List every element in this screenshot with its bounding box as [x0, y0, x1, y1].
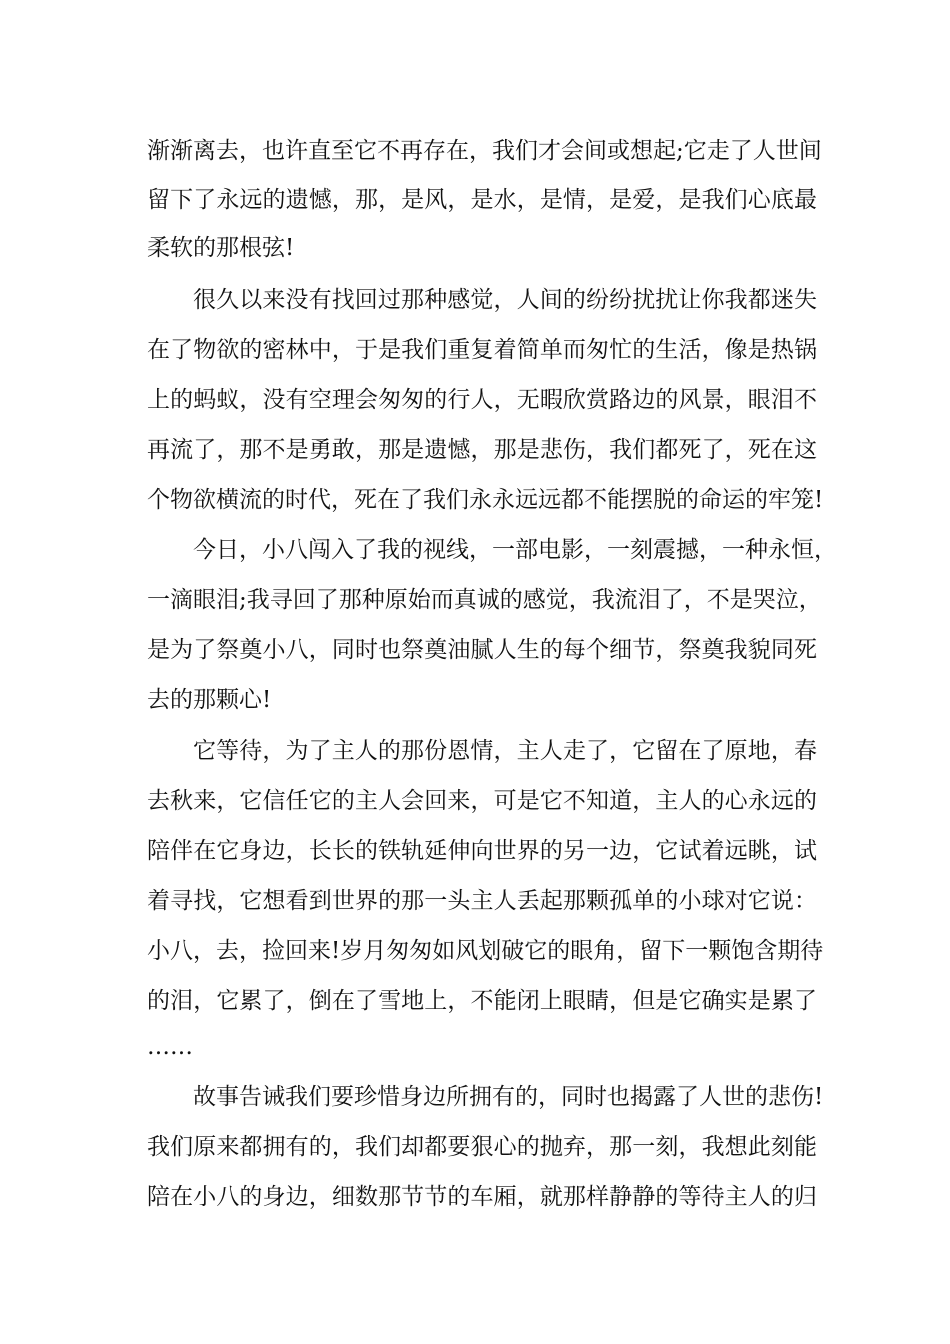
text-line: 的泪，它累了，倒在了雪地上，不能闭上眼睛，但是它确实是累了 [147, 988, 817, 1014]
text-line: 个物欲横流的时代，死在了我们永永远远都不能摆脱的命运的牢笼! [147, 487, 824, 513]
text-line: 故事告诫我们要珍惜身边所拥有的，同时也揭露了人世的悲伤! [193, 1084, 824, 1110]
text-line: 去秋来，它信任它的主人会回来，可是它不知道，主人的心永远的 [147, 788, 817, 814]
text-line: 柔软的那根弦! [147, 235, 295, 261]
text-line: 留下了永远的遗憾，那，是风，是水，是情，是爱，是我们心底最 [147, 187, 817, 213]
text-line: 在了物欲的密林中，于是我们重复着简单而匆忙的生活，像是热锅 [147, 337, 817, 363]
text-line: 很久以来没有找回过那种感觉，人间的纷纷扰扰让你我都迷失 [193, 287, 817, 313]
text-line: 今日，小八闯入了我的视线，一部电影，一刻震撼，一种永恒， [193, 537, 837, 563]
text-line: 我们原来都拥有的，我们却都要狠心的抛弃，那一刻，我想此刻能 [147, 1134, 817, 1160]
text-line: 陪在小八的身边，细数那节节的车厢，就那样静静的等待主人的归 [147, 1184, 817, 1210]
text-line: …… [147, 1034, 193, 1060]
text-line: 陪伴在它身边，长长的铁轨延伸向世界的另一边，它试着远眺，试 [147, 838, 817, 864]
text-line: 上的蚂蚁，没有空理会匆匆的行人，无暇欣赏路边的风景，眼泪不 [147, 387, 817, 413]
text-line: 是为了祭奠小八，同时也祭奠油腻人生的每个细节，祭奠我貌同死 [147, 637, 817, 663]
text-line: 一滴眼泪;我寻回了那种原始而真诚的感觉，我流泪了，不是哭泣， [147, 587, 822, 613]
text-line: 它等待，为了主人的那份恩情，主人走了，它留在了原地，春 [193, 738, 817, 764]
text-line: 渐渐离去，也许直至它不再存在，我们才会间或想起;它走了人世间 [147, 138, 822, 164]
text-line: 着寻找，它想看到世界的那一头主人丢起那颗孤单的小球对它说： [147, 888, 817, 914]
text-line: 去的那颗心! [147, 687, 272, 713]
text-line: 小八，去，捡回来!岁月匆匆如风划破它的眼角，留下一颗饱含期待 [147, 938, 824, 964]
text-line: 再流了，那不是勇敢，那是遗憾，那是悲伤，我们都死了，死在这 [147, 437, 817, 463]
